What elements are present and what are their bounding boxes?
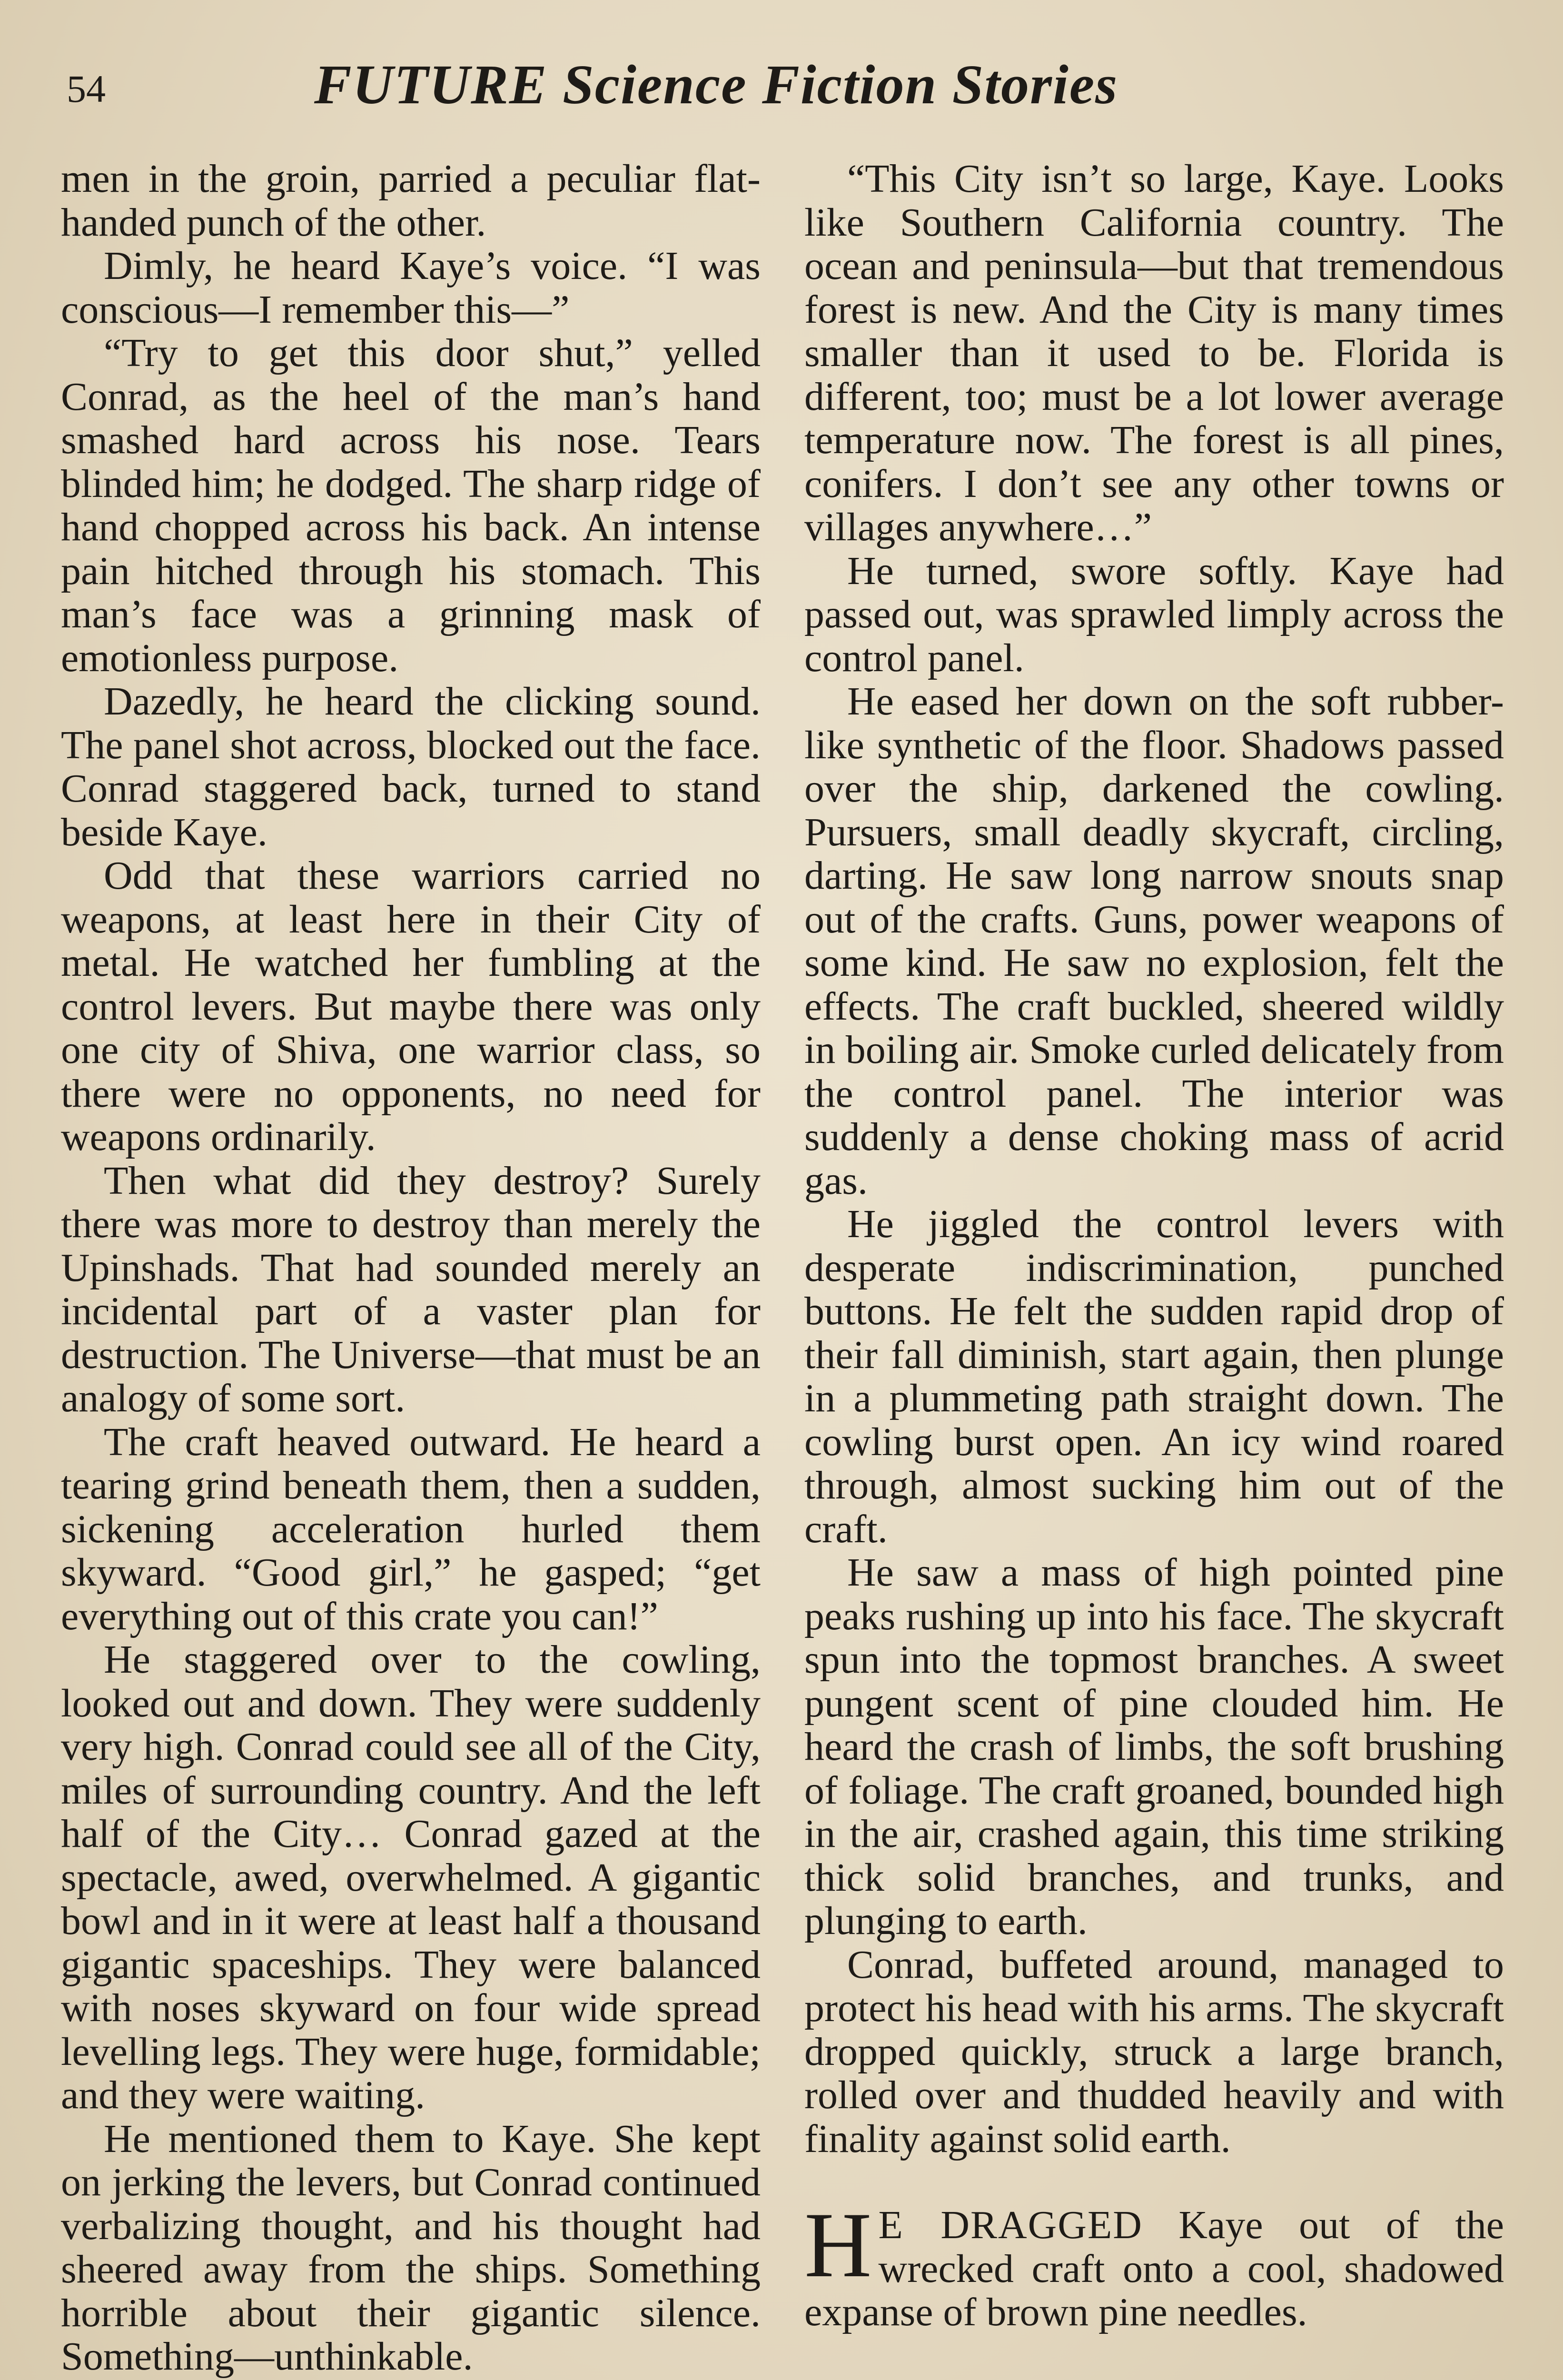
paragraph: Dimly, he heard Kaye’s voice. “I was conscious—I remember this—” (61, 244, 761, 332)
right-column (804, 157, 1504, 2334)
paragraph: Then what did they destroy? Surely there was more to destroy than merely the Upinshads. That had sounded merely an incidental part of a vaster plan for destruction. The Universe—that must be an analogy of some sort. (61, 1158, 761, 1420)
paragraph: “This City isn’t so large, Kaye. Looks like Southern California country. The ocean and peninsula—but that tremendous forest is new. And the City is many times smaller than it used to be. Florida is different, too; must be a lot lower average temperature now. The forest is all pines, conifers. I don’t see any other towns or villages anywhere…” (804, 157, 1504, 549)
paragraph: He jiggled the control levers with desperate indiscrimination, punched buttons. He felt the sudden rapid drop of their fall diminish, start again, then plunge in a plummeting path straight down. The cowling burst open. An icy wind roared through, almost sucking him out of the craft. (804, 1202, 1504, 1551)
paragraph: “Try to get this door shut,” yelled Conrad, as the heel of the man’s hand smashed hard across his nose. Tears blinded him; he dodged. The sharp ridge of hand chopped across his back. An intense pain hitched through his stomach. This man’s face was a grinning mask of emotionless purpose. (61, 331, 761, 680)
page-header (67, 52, 1504, 133)
paragraph: The craft heaved outward. He heard a tearing grind beneath them, then a sudden, sickening acceleration hurled them skyward. “Good girl,” he gasped; “get everything out of this crate you can!” (61, 1419, 761, 1638)
paragraph: He saw a mass of high pointed pine peaks rushing up into his face. The skycraft spun into the topmost branches. A sweet pungent scent of pine clouded him. He heard the crash of limbs, the soft brushing of foliage. The craft groaned, bounded high in the air, crashed again, this time striking thick solid branches, and trunks, and plunging to earth. (804, 1550, 1504, 1943)
paragraph: men in the groin, parried a peculiar flat-handed punch of the other. (61, 157, 761, 245)
paragraph: Odd that these warriors carried no weapons, at least here in their City of metal. He watched her fumbling at the control levers. But maybe there was only one city of Shiva, one warrior class, so there were no opponents, no need for weapons ordinarily. (61, 853, 761, 1159)
lead-caps: E DRAGGED (878, 2203, 1143, 2247)
paragraph: Conrad, buffeted around, managed to protect his head with his arms. The skycraft dropped quickly, struck a large branch, rolled over and thudded heavily and with finality against solid earth. (804, 1942, 1504, 2161)
page-number: 54 (67, 67, 106, 110)
paragraph: He turned, swore softly. Kaye had passed out, was sprawled limply across the control panel. (804, 548, 1504, 680)
drop-cap: H (804, 2193, 872, 2297)
section-break-paragraph (804, 2193, 1504, 2334)
paragraph: He staggered over to the cowling, looked out and down. They were suddenly very high. Conrad could see all of the City, miles of surrounding country. And the left half of the City… Conrad gazed at the spectacle, awed, overwhelmed. A gigantic bowl and in it were at least half a thousand gigantic spaceships. They were balanced with noses skyward on four wide spread levelling legs. They were huge, formidable; and they were waiting. (61, 1637, 761, 2117)
magazine-title: FUTURE Science Fiction Stories (314, 53, 1118, 116)
paragraph: He eased her down on the soft rubber-like synthetic of the floor. Shadows passed over the ship, darkened the cowling. Pursuers, small deadly skycraft, circling, darting. He saw long narrow snouts snap out of the crafts. Guns, power weapons of some kind. He saw no explosion, felt the effects. The craft buckled, sheered wildly in boiling air. Smoke curled delicately from the control panel. The interior was suddenly a dense choking mass of acrid gas. (804, 679, 1504, 1203)
paragraph: Dazedly, he heard the clicking sound. The panel shot across, blocked out the face. Conrad staggered back, turned to stand beside Kaye. (61, 679, 761, 854)
paragraph: He mentioned them to Kaye. She kept on jerking the levers, but Conrad continued verbalizing thought, and his thought had sheered away from the ships. Something horrible about their gigantic silence. Something—unthinkable. (61, 2116, 761, 2379)
paragraph-text: Kaye out of the wrecked craft onto a cool, shadowed expanse of brown pine needles. (804, 2203, 1504, 2334)
left-column (61, 157, 761, 2379)
